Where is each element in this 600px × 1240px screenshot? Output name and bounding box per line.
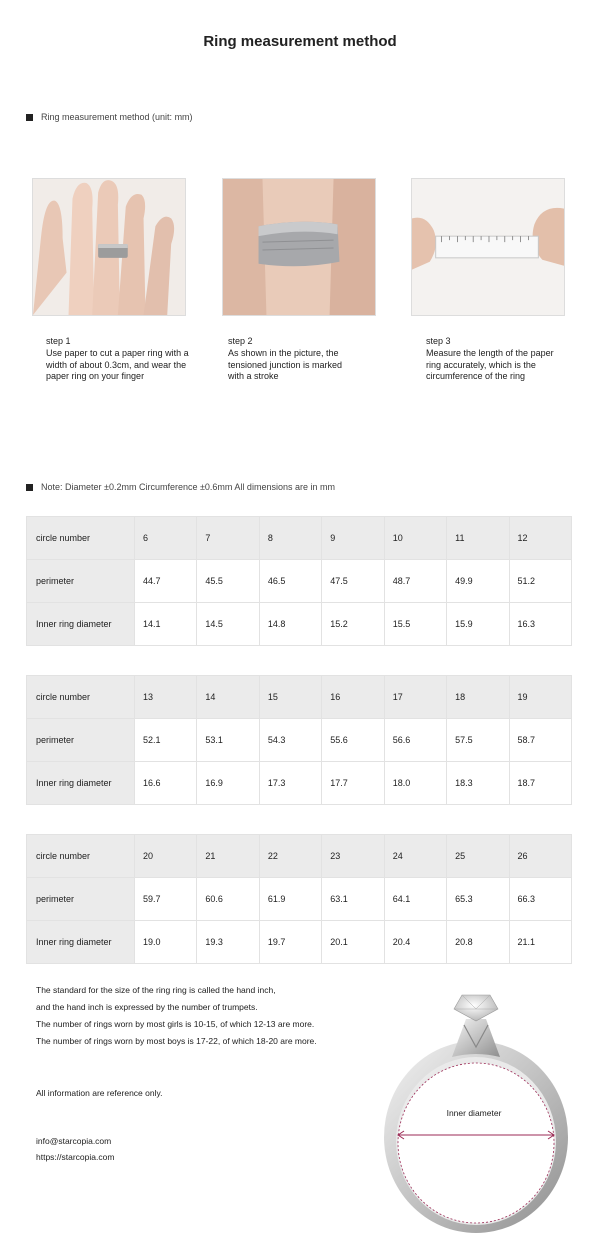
table-cell: 19.7: [259, 921, 321, 964]
table-cell: 16: [322, 676, 384, 719]
table-cell: 57.5: [447, 719, 509, 762]
page-title: Ring measurement method: [203, 33, 397, 50]
table-cell: 23: [322, 835, 384, 878]
table-cell: 16.6: [135, 762, 197, 805]
step1-title: step 1: [46, 336, 71, 346]
table-cell: 7: [197, 517, 259, 560]
table-cell: 8: [259, 517, 321, 560]
bullet-square-icon: [26, 114, 33, 121]
note-line: The standard for the size of the ring ring is called the hand inch,: [36, 985, 276, 995]
row-label: perimeter: [27, 719, 135, 762]
table-cell: 48.7: [384, 560, 446, 603]
step3-photo: [411, 178, 565, 316]
size-table-2: [26, 675, 572, 805]
table-cell: 14: [197, 676, 259, 719]
table-cell: 24: [384, 835, 446, 878]
table-cell: 64.1: [384, 878, 446, 921]
table-cell: 66.3: [509, 878, 571, 921]
step1-description: [46, 336, 196, 382]
table-cell: 54.3: [259, 719, 321, 762]
section-heading-note: [26, 482, 335, 492]
step2-description: [228, 336, 356, 382]
table-cell: 13: [135, 676, 197, 719]
row-label: circle number: [27, 835, 135, 878]
table-cell: 56.6: [384, 719, 446, 762]
row-label: circle number: [27, 676, 135, 719]
table-row-perimeter: [27, 878, 572, 921]
table-cell: 14.1: [135, 603, 197, 646]
table-cell: 52.1: [135, 719, 197, 762]
table-cell: 17: [384, 676, 446, 719]
table-cell: 26: [509, 835, 571, 878]
section-heading-method: [26, 112, 193, 122]
table-cell: 10: [384, 517, 446, 560]
table-cell: 46.5: [259, 560, 321, 603]
table-cell: 18: [447, 676, 509, 719]
row-label: perimeter: [27, 878, 135, 921]
table-cell: 14.5: [197, 603, 259, 646]
bullet-square-icon: [26, 484, 33, 491]
section-heading-text: Ring measurement method (unit: mm): [41, 112, 193, 122]
table-cell: 21: [197, 835, 259, 878]
table-cell: 17.3: [259, 762, 321, 805]
table-cell: 63.1: [322, 878, 384, 921]
step1-text: Use paper to cut a paper ring with a width of about 0.3cm, and wear the paper ring on your finger: [46, 348, 189, 381]
table-cell: 15: [259, 676, 321, 719]
step2-text: As shown in the picture, the tensioned junction is marked with a stroke: [228, 348, 343, 381]
step2-photo: [222, 178, 376, 316]
table-cell: 45.5: [197, 560, 259, 603]
table-row-inner-diameter: [27, 603, 572, 646]
table-row-perimeter: [27, 719, 572, 762]
row-label: Inner ring diameter: [27, 603, 135, 646]
reference-disclaimer: All information are reference only.: [36, 1088, 163, 1098]
inner-diameter-label: Inner diameter: [446, 1108, 502, 1118]
step3-title: step 3: [426, 336, 451, 346]
step3-text: Measure the length of the paper ring accurately, which is the circumference of the ring: [426, 348, 554, 381]
table-cell: 16.3: [509, 603, 571, 646]
table-cell: 18.0: [384, 762, 446, 805]
table-row-circle-number: [27, 676, 572, 719]
table-cell: 19.3: [197, 921, 259, 964]
table-cell: 59.7: [135, 878, 197, 921]
table-cell: 65.3: [447, 878, 509, 921]
table-cell: 60.6: [197, 878, 259, 921]
table-cell: 25: [447, 835, 509, 878]
table-cell: 51.2: [509, 560, 571, 603]
row-label: Inner ring diameter: [27, 762, 135, 805]
table-cell: 17.7: [322, 762, 384, 805]
table-cell: 22: [259, 835, 321, 878]
table-cell: 6: [135, 517, 197, 560]
contact-email-link[interactable]: info@starcopia.com: [36, 1136, 112, 1146]
note-text: Note: Diameter ±0.2mm Circumference ±0.6mm All dimensions are in mm: [41, 482, 335, 492]
step2-title: step 2: [228, 336, 253, 346]
table-cell: 55.6: [322, 719, 384, 762]
note-line: The number of rings worn by most boys is 17-22, of which 18-20 are more.: [36, 1036, 317, 1046]
table-cell: 20: [135, 835, 197, 878]
step3-description: [426, 336, 566, 382]
table-row-inner-diameter: [27, 921, 572, 964]
table-cell: 20.1: [322, 921, 384, 964]
size-table-1: [26, 516, 572, 646]
contact-website-link[interactable]: https://starcopia.com: [36, 1152, 115, 1162]
note-line: The number of rings worn by most girls is 10-15, of which 12-13 are more.: [36, 1019, 315, 1029]
row-label: Inner ring diameter: [27, 921, 135, 964]
ring-diagram: [370, 985, 570, 1235]
table-cell: 11: [447, 517, 509, 560]
table-cell: 14.8: [259, 603, 321, 646]
note-line: and the hand inch is expressed by the number of trumpets.: [36, 1002, 258, 1012]
table-cell: 61.9: [259, 878, 321, 921]
table-cell: 15.9: [447, 603, 509, 646]
table-cell: 19.0: [135, 921, 197, 964]
step1-photo: [32, 178, 186, 316]
table-cell: 21.1: [509, 921, 571, 964]
table-cell: 12: [509, 517, 571, 560]
size-table-3: [26, 834, 572, 964]
size-notes: [36, 982, 317, 1050]
table-cell: 9: [322, 517, 384, 560]
table-cell: 19: [509, 676, 571, 719]
contact-info: [36, 1133, 114, 1165]
table-cell: 15.2: [322, 603, 384, 646]
table-row-circle-number: [27, 517, 572, 560]
table-row-perimeter: [27, 560, 572, 603]
table-cell: 53.1: [197, 719, 259, 762]
table-cell: 16.9: [197, 762, 259, 805]
table-cell: 58.7: [509, 719, 571, 762]
table-cell: 18.7: [509, 762, 571, 805]
table-cell: 44.7: [135, 560, 197, 603]
table-cell: 15.5: [384, 603, 446, 646]
table-cell: 49.9: [447, 560, 509, 603]
row-label: circle number: [27, 517, 135, 560]
table-row-inner-diameter: [27, 762, 572, 805]
table-cell: 47.5: [322, 560, 384, 603]
table-row-circle-number: [27, 835, 572, 878]
table-cell: 20.8: [447, 921, 509, 964]
table-cell: 18.3: [447, 762, 509, 805]
table-cell: 20.4: [384, 921, 446, 964]
row-label: perimeter: [27, 560, 135, 603]
